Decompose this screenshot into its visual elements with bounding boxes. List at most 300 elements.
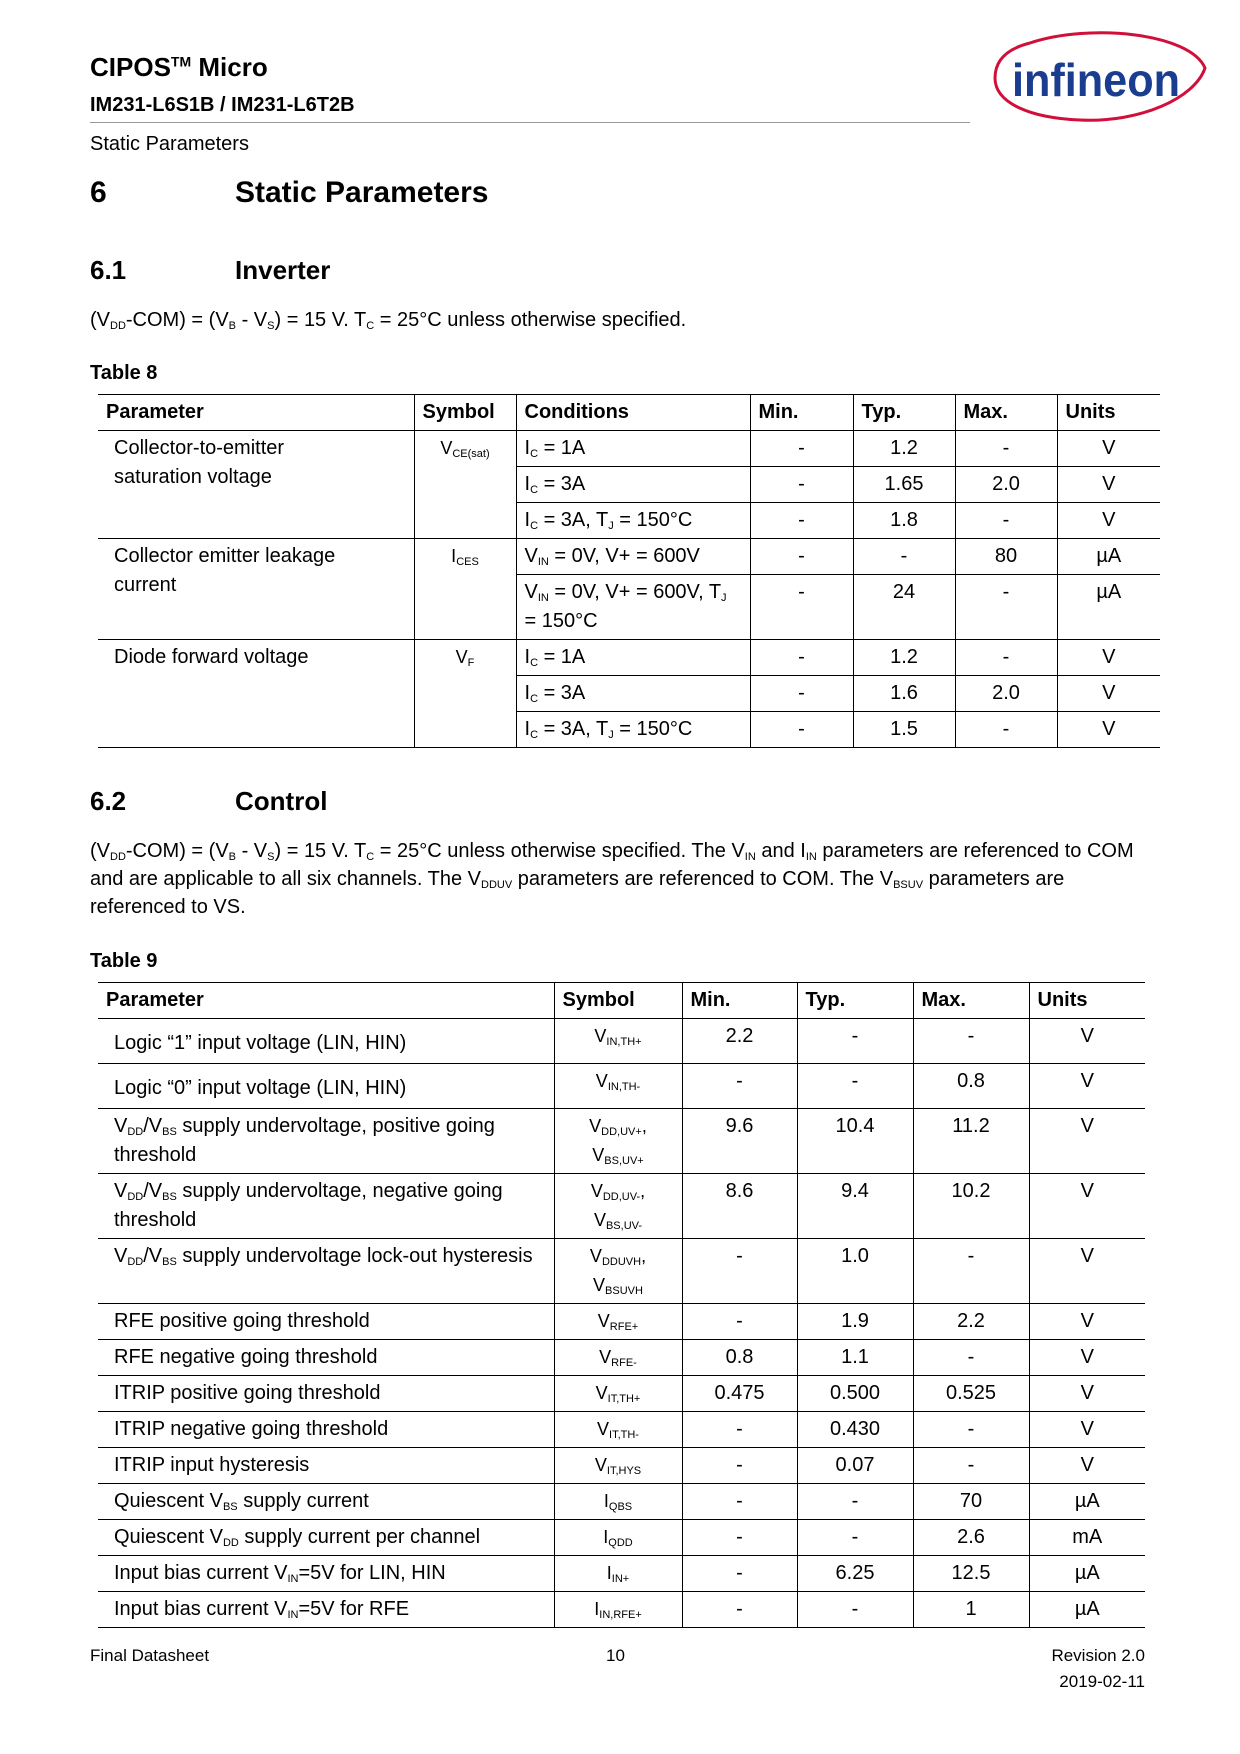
subscript: IN xyxy=(744,851,756,863)
units-cell: V xyxy=(1057,640,1160,676)
text-run: Input bias current V xyxy=(114,1598,288,1620)
units-cell: µA xyxy=(1029,1556,1145,1592)
text-run: RFE positive going threshold xyxy=(114,1310,370,1332)
subscript: DD xyxy=(110,320,126,332)
symbol-cell xyxy=(554,1520,682,1556)
text-run: /V xyxy=(143,1245,163,1267)
text-run: = 150°C xyxy=(613,509,693,531)
min-cell: - xyxy=(682,1239,797,1304)
column-header: Conditions xyxy=(516,395,750,431)
parameter-line: Collector-to-emitter xyxy=(114,437,285,459)
units-cell: V xyxy=(1029,1019,1145,1064)
column-header: Min. xyxy=(750,395,853,431)
text-run: = 25°C unless otherwise specified. The V xyxy=(374,840,745,862)
symbol-text: V xyxy=(592,1145,605,1165)
text-run: Input bias current V xyxy=(114,1562,288,1584)
max-cell: - xyxy=(955,575,1057,640)
typ-cell: - xyxy=(797,1592,913,1628)
units-cell: V xyxy=(1029,1340,1145,1376)
subscript: C xyxy=(530,729,539,741)
text-run: parameters are referenced to COM. The V xyxy=(512,868,894,890)
text-run: ) = 15 V. T xyxy=(274,309,367,331)
text-run: supply undervoltage, positive going threshold xyxy=(114,1115,495,1166)
max-cell: 11.2 xyxy=(913,1109,1029,1174)
column-header: Parameter xyxy=(98,983,554,1019)
min-cell: - xyxy=(682,1592,797,1628)
table-row xyxy=(98,1340,1145,1376)
subscript: QDD xyxy=(608,1537,633,1549)
column-header: Min. xyxy=(682,983,797,1019)
subscript: C xyxy=(530,657,539,669)
max-cell: 0.8 xyxy=(913,1064,1029,1109)
min-cell: - xyxy=(750,712,853,748)
symbol-cell xyxy=(554,1340,682,1376)
symbol-text: V xyxy=(589,1116,602,1136)
units-cell: µA xyxy=(1029,1484,1145,1520)
min-cell: 2.2 xyxy=(682,1019,797,1064)
text-run: - V xyxy=(236,309,268,331)
conditions-cell xyxy=(516,539,750,575)
table-row xyxy=(98,1174,1145,1239)
min-cell: - xyxy=(682,1064,797,1109)
control-conditions xyxy=(90,837,1165,921)
max-cell: 10.2 xyxy=(913,1174,1029,1239)
min-cell: - xyxy=(750,676,853,712)
text-run: =5V for RFE xyxy=(298,1598,410,1620)
subscript: S xyxy=(267,320,275,332)
text-run: supply current per channel xyxy=(238,1526,481,1548)
units-cell: mA xyxy=(1029,1520,1145,1556)
symbol-cell xyxy=(414,431,516,539)
text-run: /V xyxy=(143,1115,163,1137)
footer-page-number: 10 xyxy=(606,1646,625,1665)
subscript: IN,TH+ xyxy=(606,1036,642,1048)
max-cell: - xyxy=(955,503,1057,539)
text-run: Quiescent V xyxy=(114,1490,223,1512)
subscript: IT,TH+ xyxy=(607,1393,641,1405)
subscript: BS xyxy=(162,1256,177,1268)
typ-cell: 1.6 xyxy=(853,676,955,712)
text-run: V xyxy=(594,1026,607,1046)
min-cell: 9.6 xyxy=(682,1109,797,1174)
text-run: = 3A xyxy=(538,473,586,495)
max-cell: - xyxy=(913,1412,1029,1448)
table-row xyxy=(98,431,1160,467)
min-cell: - xyxy=(682,1304,797,1340)
typ-cell: 0.430 xyxy=(797,1412,913,1448)
text-run: I xyxy=(594,1599,600,1619)
symbol-text: V xyxy=(589,1246,602,1266)
symbol-cell xyxy=(554,1019,682,1064)
text-run: V xyxy=(114,1115,128,1137)
text-run: I xyxy=(524,437,531,459)
column-header: Units xyxy=(1029,983,1145,1019)
min-cell: 8.6 xyxy=(682,1174,797,1239)
text-run: V xyxy=(594,1455,607,1475)
footer-date: 2019-02-11 xyxy=(1059,1672,1145,1691)
symbol-cell xyxy=(554,1376,682,1412)
footer-revision: Revision 2.0 xyxy=(1051,1646,1145,1665)
symbol-cell xyxy=(414,539,516,640)
text-run: /V xyxy=(143,1180,163,1202)
text-run: = 1A xyxy=(538,646,586,668)
column-header: Units xyxy=(1057,395,1160,431)
running-section-title: Static Parameters xyxy=(90,133,249,155)
units-cell: V xyxy=(1057,431,1160,467)
text-run: parameters are referenced to COM and are applicable to all six channels. The V xyxy=(90,840,1134,890)
subscript: J xyxy=(721,592,727,604)
subscript: DD xyxy=(127,1191,144,1203)
subscript: S xyxy=(267,851,275,863)
typ-cell: - xyxy=(797,1064,913,1109)
text-run: ITRIP input hysteresis xyxy=(114,1454,310,1476)
subscript: DD,UV- xyxy=(602,1191,641,1203)
parameter-cell xyxy=(98,539,414,640)
units-cell: V xyxy=(1057,676,1160,712)
max-cell: 1 xyxy=(913,1592,1029,1628)
typ-cell: 24 xyxy=(853,575,955,640)
subscript: BS xyxy=(162,1191,177,1203)
min-cell: 0.475 xyxy=(682,1376,797,1412)
text-run: supply undervoltage lock-out hysteresis xyxy=(176,1245,533,1267)
subscript: IN,RFE+ xyxy=(599,1609,642,1621)
typ-cell: 1.2 xyxy=(853,640,955,676)
table-row xyxy=(98,1304,1145,1340)
table-row xyxy=(98,1484,1145,1520)
symbol-cell xyxy=(554,1412,682,1448)
table-row xyxy=(98,1448,1145,1484)
text-run: V xyxy=(114,1245,128,1267)
table-row xyxy=(98,640,1160,676)
text-run: ITRIP positive going threshold xyxy=(114,1382,381,1404)
symbol-cell xyxy=(554,1064,682,1109)
subscript: C xyxy=(530,520,539,532)
symbol-text: , xyxy=(640,1181,646,1201)
text-run: V xyxy=(440,438,453,458)
subscript: B xyxy=(228,320,237,332)
subscript: BS xyxy=(162,1126,177,1138)
typ-cell: 0.500 xyxy=(797,1376,913,1412)
table-8-label: Table 8 xyxy=(90,362,158,384)
table-row xyxy=(98,1376,1145,1412)
symbol-cell xyxy=(554,1484,682,1520)
units-cell: V xyxy=(1057,467,1160,503)
min-cell: - xyxy=(750,503,853,539)
text-run: -COM) = (V xyxy=(125,309,229,331)
min-cell: - xyxy=(682,1520,797,1556)
text-run: V xyxy=(524,581,538,603)
text-run: V xyxy=(524,545,538,567)
section-6-1-number: 6.1 xyxy=(90,255,127,285)
min-cell: - xyxy=(750,575,853,640)
text-run: = 3A, T xyxy=(538,509,609,531)
min-cell: 0.8 xyxy=(682,1340,797,1376)
parameter-cell xyxy=(98,1340,554,1376)
parameter-cell xyxy=(98,1019,554,1064)
table-row xyxy=(98,1412,1145,1448)
subscript: BSUVH xyxy=(605,1285,643,1297)
subscript: CES xyxy=(456,556,479,568)
subscript: DDUVH xyxy=(601,1256,642,1268)
table-row xyxy=(98,1064,1145,1109)
section-6-number: 6 xyxy=(90,176,107,209)
column-header: Parameter xyxy=(98,395,414,431)
text-run: and I xyxy=(755,840,806,862)
typ-cell: 1.1 xyxy=(797,1340,913,1376)
text-run: =5V for LIN, HIN xyxy=(298,1562,446,1584)
subscript: IN+ xyxy=(611,1573,630,1585)
max-cell: - xyxy=(913,1019,1029,1064)
subscript: IT,HYS xyxy=(606,1465,642,1477)
conditions-cell xyxy=(516,676,750,712)
subscript: J xyxy=(608,520,614,532)
symbol-text: V xyxy=(590,1181,603,1201)
text-run: I xyxy=(603,1527,609,1547)
max-cell: 2.6 xyxy=(913,1520,1029,1556)
subscript: B xyxy=(228,851,237,863)
typ-cell: - xyxy=(853,539,955,575)
text-run: V xyxy=(455,647,468,667)
text-run: - V xyxy=(236,840,268,862)
max-cell: - xyxy=(955,640,1057,676)
units-cell: µA xyxy=(1057,539,1160,575)
typ-cell: 0.07 xyxy=(797,1448,913,1484)
subscript: F xyxy=(467,657,475,669)
table-row xyxy=(98,539,1160,575)
units-cell: V xyxy=(1029,1448,1145,1484)
conditions-cell xyxy=(516,575,750,640)
typ-cell: - xyxy=(797,1484,913,1520)
text-run: = 0V, V+ = 600V xyxy=(548,545,700,567)
text-run: I xyxy=(606,1563,612,1583)
column-header: Typ. xyxy=(797,983,913,1019)
table-row xyxy=(98,1520,1145,1556)
subscript: BS,UV- xyxy=(605,1220,643,1232)
max-cell: - xyxy=(913,1239,1029,1304)
units-cell: µA xyxy=(1029,1592,1145,1628)
symbol-text: , xyxy=(641,1116,647,1136)
symbol-cell xyxy=(554,1556,682,1592)
parameter-line: saturation voltage xyxy=(114,466,272,488)
subscript: IN xyxy=(537,556,549,568)
section-6-2-number: 6.2 xyxy=(90,786,127,816)
symbol-cell xyxy=(414,640,516,748)
text-run: Logic “0” input voltage (LIN, HIN) xyxy=(114,1077,407,1099)
table-row xyxy=(98,1556,1145,1592)
units-cell: V xyxy=(1057,503,1160,539)
symbol-cell xyxy=(554,1448,682,1484)
text-run: V xyxy=(114,1180,128,1202)
units-cell: V xyxy=(1029,1239,1145,1304)
typ-cell: 10.4 xyxy=(797,1109,913,1174)
min-cell: - xyxy=(682,1412,797,1448)
parameter-cell xyxy=(98,1448,554,1484)
text-run: V xyxy=(595,1071,608,1091)
typ-cell: 9.4 xyxy=(797,1174,913,1239)
symbol-cell xyxy=(554,1109,682,1174)
subscript: C xyxy=(530,448,539,460)
part-numbers: IM231-L6S1B / IM231-L6T2B xyxy=(90,94,355,116)
conditions-cell xyxy=(516,467,750,503)
subscript: IN xyxy=(287,1609,299,1621)
max-cell: 2.0 xyxy=(955,676,1057,712)
column-header: Symbol xyxy=(554,983,682,1019)
max-cell: - xyxy=(913,1448,1029,1484)
subscript: DD,UV+ xyxy=(601,1126,642,1138)
max-cell: 0.525 xyxy=(913,1376,1029,1412)
max-cell: 12.5 xyxy=(913,1556,1029,1592)
typ-cell: 1.5 xyxy=(853,712,955,748)
text-run: I xyxy=(524,646,531,668)
subscript: DD xyxy=(110,851,126,863)
text-run: I xyxy=(524,682,531,704)
table-8 xyxy=(98,394,1160,748)
text-run: V xyxy=(597,1311,610,1331)
text-run: RFE negative going threshold xyxy=(114,1346,378,1368)
table-9 xyxy=(98,982,1145,1628)
subscript: BS xyxy=(222,1501,238,1513)
table-row xyxy=(98,1592,1145,1628)
min-cell: - xyxy=(750,467,853,503)
text-run: -COM) = (V xyxy=(125,840,229,862)
text-run: = 150°C xyxy=(524,610,598,632)
subscript: DD xyxy=(127,1256,144,1268)
min-cell: - xyxy=(682,1556,797,1592)
conditions-cell xyxy=(516,503,750,539)
subscript: DDUV xyxy=(481,879,513,891)
max-cell: 80 xyxy=(955,539,1057,575)
text-run: V xyxy=(599,1347,612,1367)
min-cell: - xyxy=(682,1484,797,1520)
parameter-cell xyxy=(98,1174,554,1239)
subscript: IN,TH- xyxy=(607,1081,641,1093)
footer-doc-status: Final Datasheet xyxy=(90,1646,210,1665)
text-run: = 1A xyxy=(538,437,586,459)
typ-cell: 6.25 xyxy=(797,1556,913,1592)
parameter-cell xyxy=(98,1109,554,1174)
parameter-line: Collector emitter leakage xyxy=(114,545,336,567)
min-cell: - xyxy=(750,431,853,467)
subscript: QBS xyxy=(608,1501,633,1513)
table-row xyxy=(98,1109,1145,1174)
text-run: = 25°C unless otherwise specified. xyxy=(374,309,687,331)
parameter-cell xyxy=(98,1484,554,1520)
parameter-cell xyxy=(98,1556,554,1592)
parameter-cell xyxy=(98,1592,554,1628)
conditions-cell xyxy=(516,431,750,467)
text-run: I xyxy=(603,1491,609,1511)
conditions-cell xyxy=(516,712,750,748)
text-run: supply current xyxy=(237,1490,369,1512)
units-cell: V xyxy=(1057,712,1160,748)
typ-cell: 1.0 xyxy=(797,1239,913,1304)
subscript: IN xyxy=(287,1573,299,1585)
subscript: BS,UV+ xyxy=(604,1155,644,1167)
max-cell: 2.0 xyxy=(955,467,1057,503)
max-cell: - xyxy=(913,1340,1029,1376)
text-run: parameters are referenced to VS. xyxy=(90,868,1065,918)
text-run: (V xyxy=(90,840,110,862)
units-cell: V xyxy=(1029,1064,1145,1109)
parameter-cell xyxy=(98,1239,554,1304)
parameter-cell xyxy=(98,1304,554,1340)
symbol-text: V xyxy=(593,1275,606,1295)
subscript: IN xyxy=(537,592,549,604)
subscript: C xyxy=(366,851,375,863)
subscript: J xyxy=(608,729,614,741)
text-run: (V xyxy=(90,309,110,331)
typ-cell: - xyxy=(797,1019,913,1064)
units-cell: V xyxy=(1029,1304,1145,1340)
max-cell: 2.2 xyxy=(913,1304,1029,1340)
min-cell: - xyxy=(750,640,853,676)
units-cell: V xyxy=(1029,1376,1145,1412)
units-cell: V xyxy=(1029,1412,1145,1448)
max-cell: 70 xyxy=(913,1484,1029,1520)
column-header: Max. xyxy=(913,983,1029,1019)
parameter-cell xyxy=(98,640,414,748)
document-title: CIPOS™ Micro xyxy=(90,52,268,82)
max-cell: - xyxy=(955,431,1057,467)
symbol-cell xyxy=(554,1239,682,1304)
text-run: I xyxy=(524,718,531,740)
units-cell: µA xyxy=(1057,575,1160,640)
typ-cell: 1.8 xyxy=(853,503,955,539)
max-cell: - xyxy=(955,712,1057,748)
subscript: IT,TH- xyxy=(609,1429,639,1441)
table-9-label: Table 9 xyxy=(90,950,158,972)
subscript: IN xyxy=(805,851,817,863)
section-6-1-title: Inverter xyxy=(235,255,331,285)
text-run: I xyxy=(524,509,531,531)
text-run: V xyxy=(597,1419,610,1439)
typ-cell: 1.65 xyxy=(853,467,955,503)
parameter-cell xyxy=(98,1412,554,1448)
conditions-cell xyxy=(516,640,750,676)
table-row xyxy=(98,1239,1145,1304)
subscript: C xyxy=(366,320,375,332)
text-run: ITRIP negative going threshold xyxy=(114,1418,389,1440)
subscript: C xyxy=(530,484,539,496)
parameter-cell xyxy=(98,1376,554,1412)
section-6-2-title: Control xyxy=(235,786,328,816)
symbol-text: V xyxy=(593,1210,606,1230)
parameter-cell xyxy=(98,1064,554,1109)
inverter-conditions xyxy=(90,306,1150,334)
symbol-cell xyxy=(554,1174,682,1239)
subscript: RFE- xyxy=(611,1357,637,1369)
subscript: DD xyxy=(222,1537,239,1549)
subscript: RFE+ xyxy=(609,1321,639,1333)
symbol-cell xyxy=(554,1592,682,1628)
parameter-line: Diode forward voltage xyxy=(114,646,309,668)
subscript: DD xyxy=(127,1126,144,1138)
text-run: Quiescent V xyxy=(114,1526,223,1548)
text-run: = 0V, V+ = 600V, T xyxy=(548,581,722,603)
column-header: Symbol xyxy=(414,395,516,431)
text-run: I xyxy=(451,546,457,566)
min-cell: - xyxy=(750,539,853,575)
typ-cell: 1.2 xyxy=(853,431,955,467)
text-run: = 150°C xyxy=(613,718,693,740)
typ-cell: - xyxy=(797,1520,913,1556)
text-run: Logic “1” input voltage (LIN, HIN) xyxy=(114,1032,407,1054)
column-header: Typ. xyxy=(853,395,955,431)
parameter-line: current xyxy=(114,574,177,596)
text-run: supply undervoltage, negative going threshold xyxy=(114,1180,503,1231)
typ-cell: 1.9 xyxy=(797,1304,913,1340)
subscript: C xyxy=(530,693,539,705)
